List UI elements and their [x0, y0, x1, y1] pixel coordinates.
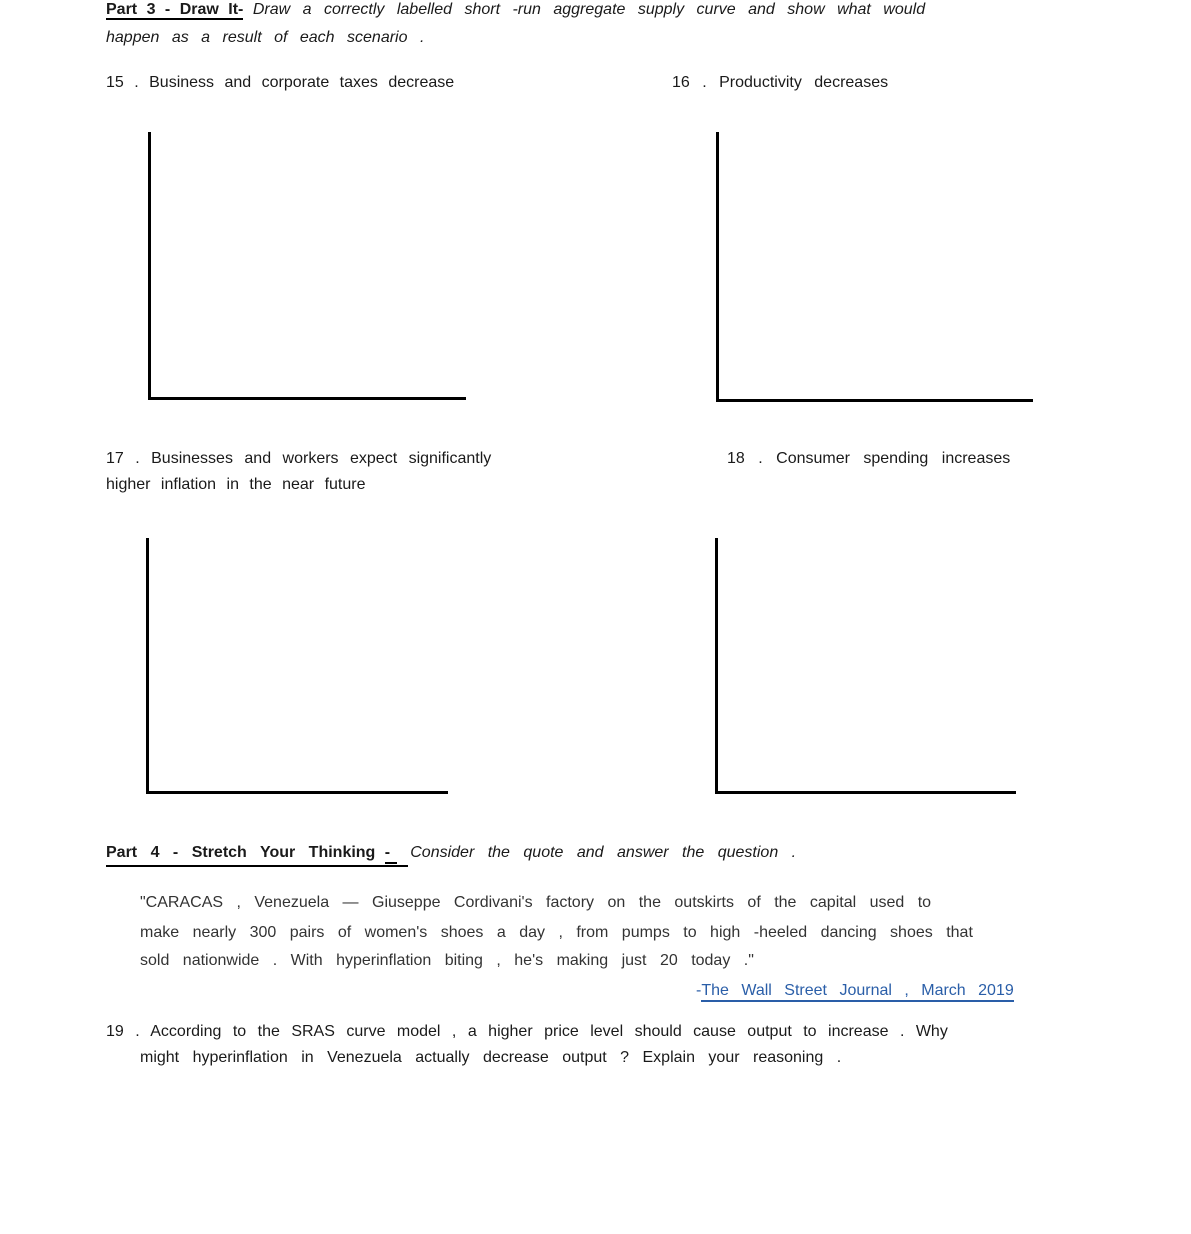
part4-instruction: Consider the quote and answer the question . — [410, 844, 797, 861]
attribution-dash: - — [696, 982, 702, 999]
wsj-source-link[interactable]: The Wall Street Journal , March 2019 — [701, 982, 1013, 1002]
question-16: 16 . Productivity decreases — [672, 74, 889, 91]
graph-16-x-axis — [716, 399, 1033, 402]
graph-18-y-axis — [715, 538, 718, 794]
question-19-line2: might hyperinflation in Venezuela actually decrease output ? Explain your reasoning . — [140, 1049, 842, 1066]
question-19: 19 . According to the SRAS curve model , a higher price level should cause output to increase . Why — [106, 1023, 948, 1040]
graph-15-y-axis — [148, 132, 151, 400]
question-17-line2: higher inflation in the near future — [106, 476, 366, 493]
quote-line1: "CARACAS , Venezuela — Giuseppe Cordivani's factory on the outskirts of the capital used to — [140, 894, 932, 911]
quote-line2: make nearly 300 pairs of women's shoes a day , from pumps to high -heeled dancing shoes that — [140, 924, 973, 941]
question-17: 17 . Businesses and workers expect significantly — [106, 450, 492, 467]
part3-instruction-line2: happen as a result of each scenario . — [106, 29, 425, 46]
part3-instruction: Draw a correctly labelled short -run aggregate supply curve and show what would — [252, 1, 926, 18]
part4-header — [106, 844, 796, 864]
quote-line3: sold nationwide . With hyperinflation biting , he's making just 20 today ." — [140, 952, 754, 969]
question-18: 18 . Consumer spending increases — [727, 450, 1011, 467]
graph-17-x-axis — [146, 791, 448, 794]
graph-18-x-axis — [715, 791, 1016, 794]
part4-heading: Part 4 - Stretch Your Thinking — [106, 844, 376, 861]
part4-dash: - — [385, 844, 397, 864]
quote-attribution — [696, 982, 1014, 1000]
part3-header — [106, 1, 925, 19]
graph-17-y-axis — [146, 538, 149, 794]
part4-heading-underline — [106, 865, 408, 867]
question-15: 15 . Business and corporate taxes decrease — [106, 74, 455, 91]
part3-heading: Part 3 - Draw It- — [106, 1, 244, 18]
graph-15-x-axis — [148, 397, 466, 400]
graph-16-y-axis — [716, 132, 719, 402]
